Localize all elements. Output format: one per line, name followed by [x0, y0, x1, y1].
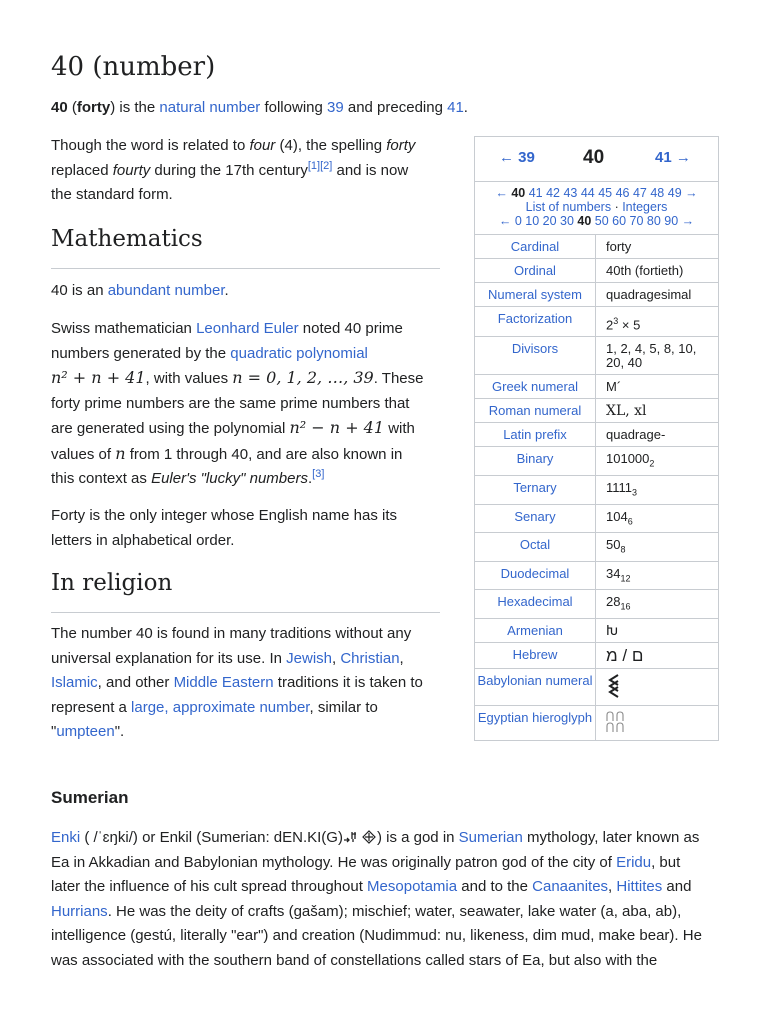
- alphabetical-paragraph: Forty is the only integer whose English name has its letters in alphabetical order.: [51, 507, 398, 549]
- formula-n-values: n = 0, 1, 2, …, 39: [232, 368, 374, 387]
- infobox-row-armenian: Armenian Խ: [475, 619, 718, 643]
- infobox-row-cardinal: Cardinal forty: [475, 235, 718, 259]
- infobox-row-binary: Binary $101000_2$: [475, 447, 718, 476]
- link-41[interactable]: 41: [447, 99, 464, 116]
- intro-bold-number: 40: [51, 99, 68, 116]
- section-divider: [51, 612, 440, 613]
- hurrians-link[interactable]: Hurrians: [51, 902, 108, 920]
- hittites-link[interactable]: Hittites: [616, 878, 663, 895]
- middle-eastern-link[interactable]: Middle Eastern: [173, 674, 274, 691]
- nav-tens-row[interactable]: ← 0 10 20 30 40 50 60 70 80 90 →: [498, 214, 695, 228]
- infobox-row-ternary: Ternary $1111_3$: [475, 476, 718, 505]
- religion-heading: In religion: [51, 570, 173, 596]
- section-divider: [51, 268, 440, 269]
- intro-bold-word: forty: [76, 99, 111, 116]
- infobox-row-egyptian: Egyptian hieroglyph: [475, 706, 718, 740]
- babylonian-40-icon: [606, 674, 622, 698]
- cuneiform-glyphs: [343, 828, 377, 842]
- islamic-link[interactable]: Islamic: [51, 674, 98, 691]
- formula-n2-n-41: n² + n + 41: [51, 368, 146, 387]
- infobox-header: [475, 137, 718, 182]
- euler-paragraph: Swiss mathematician Leonhard Euler noted 40 prime numbers generated by the quadratic polynomial n² + n + 41, with values n = 0, 1, 2, …, 39. These forty prime numbers are the same prime numbers that are generated using the polynomial n² − n + 41 with values of n from 1 through 40, and are also known in this context as Euler's "lucky" numbers.[3]: [51, 320, 424, 487]
- jewish-link[interactable]: Jewish: [286, 649, 332, 667]
- sumerian-paragraph: Enki ( /ˈɛŋki/) or Enkil (Sumerian: dEN.KI(G) ) is a god in Sumerian mythology, later known as Ea in Akkadian and Babylonian mythology. He was originally patron god of the city of Eridu, but later the influence of his cult spread throughout Mesopotamia and to the Canaanites, Hittites and Hurrians. He was the deity of crafts (gašam); mischief; water, seawater, lake water (a, aba, ab), intelligence (gestú, literally "ear") and creation (Nudimmud: nu, likeness, dim mud, make bear). He was associated with the southern band of constellations called stars of Ea, but also with the: [51, 829, 702, 969]
- infobox-row-ordinal: Ordinal 40th (fortieth): [475, 259, 718, 283]
- eridu-link[interactable]: Eridu: [616, 853, 652, 871]
- egyptian-40-hieroglyph-icon: [606, 711, 630, 733]
- etymology-paragraph: Though the word is related to four (4), the spelling forty replaced fourty during the 17th century[1][2] and is now the standard form.: [51, 137, 416, 203]
- integers-link[interactable]: Integers: [622, 200, 668, 214]
- infobox-row-factorization: Factorization $2^3 \times 5$: [475, 307, 718, 337]
- sumerian-link[interactable]: Sumerian: [458, 829, 523, 846]
- infobox-row-greek-numeral: Greek numeral Μ´: [475, 375, 718, 399]
- infobox-row-numeral-system: Numeral system quadragesimal: [475, 283, 718, 307]
- large-approximate-number-link[interactable]: large, approximate number: [131, 698, 310, 716]
- mathematics-heading: Mathematics: [51, 226, 203, 252]
- abundant-paragraph: 40 is an abundant number.: [51, 282, 229, 299]
- enki-link[interactable]: Enki: [51, 829, 81, 846]
- mesopotamia-link[interactable]: Mesopotamia: [367, 878, 458, 895]
- citation-1-2[interactable]: [1][2]: [307, 159, 333, 172]
- infobox-row-divisors: Divisors 1, 2, 4, 5, 8, 10, 20, 40: [475, 337, 718, 375]
- citation-3[interactable]: [3]: [312, 468, 325, 480]
- current-number: 40: [583, 147, 605, 168]
- infobox-row-hebrew: Hebrew ם / מ: [475, 643, 718, 669]
- infobox-row-octal: Octal $50_8$: [475, 533, 718, 562]
- next-number-link[interactable]: 41 →: [655, 149, 691, 166]
- sumerian-heading: Sumerian: [51, 788, 129, 807]
- canaanites-link[interactable]: Canaanites: [532, 878, 609, 895]
- religion-paragraph: The number 40 is found in many traditions without any universal explanation for its use. In Jewish, Christian, Islamic, and other Middle Eastern traditions it is taken to represent a large, approximate number, similar to "umpteen".: [51, 625, 423, 740]
- link-39[interactable]: 39: [327, 99, 344, 116]
- infobox-row-babylonian: Babylonian numeral: [475, 669, 718, 706]
- list-of-numbers-link[interactable]: List of numbers: [525, 200, 612, 214]
- abundant-number-link[interactable]: abundant number: [107, 282, 225, 299]
- umpteen-link[interactable]: umpteen: [56, 723, 115, 740]
- infobox-row-latin-prefix: Latin prefix quadrage-: [475, 423, 718, 447]
- infobox-row-roman-numeral: Roman numeral XL, xl: [475, 399, 718, 423]
- infobox-row-hexadecimal: Hexadecimal $28_{16}$: [475, 590, 718, 619]
- leonhard-euler-link[interactable]: Leonhard Euler: [196, 320, 299, 337]
- quadratic-polynomial-link[interactable]: quadratic polynomial: [230, 344, 368, 362]
- christian-link[interactable]: Christian: [340, 649, 400, 667]
- nav-units-row[interactable]: ← 40 41 42 43 44 45 46 47 48 49 →: [495, 186, 698, 200]
- infobox-row-senary: Senary $104_6$: [475, 505, 718, 534]
- page-title: 40 (number): [51, 52, 216, 82]
- infobox-row-duodecimal: Duodecimal $34_{12}$: [475, 562, 718, 591]
- infobox-number-nav: ← 40 41 42 43 44 45 46 47 48 49 → List of numbers · Integers ← 0 10 20 30 40 50 60 70 80 90 →: [475, 182, 718, 235]
- previous-number-link[interactable]: ← 39: [499, 149, 535, 166]
- number-infobox: [474, 136, 719, 741]
- natural-number-link[interactable]: natural number: [159, 99, 261, 116]
- formula-n2-minus-n-41: n² − n + 41: [289, 418, 385, 437]
- intro-paragraph: 40 (forty) is the natural number following 39 and preceding 41.: [51, 99, 468, 116]
